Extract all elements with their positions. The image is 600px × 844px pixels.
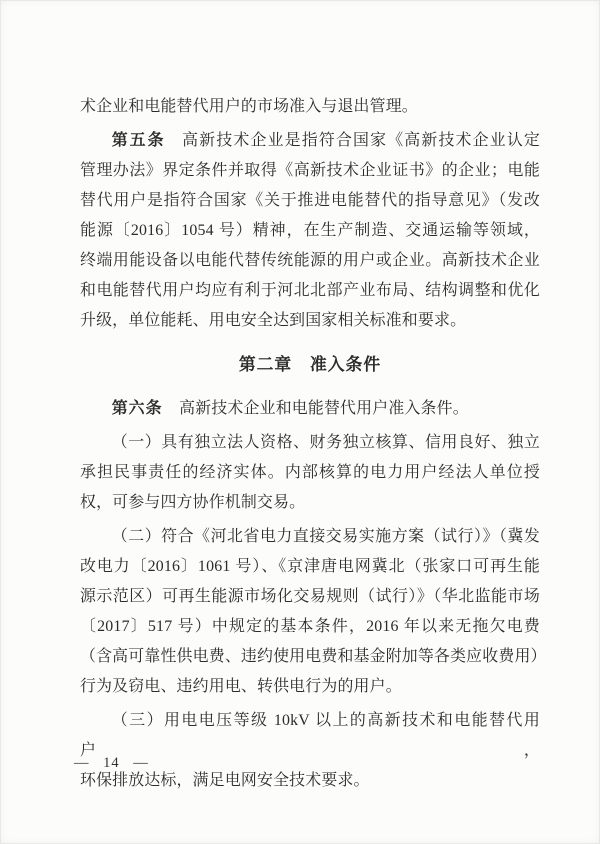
- paragraph: [80, 92, 540, 122]
- text-line: 第五条 高新技术企业是指符合国家《高新技术企业认定: [111, 132, 541, 149]
- text-line: 替代用户是指符合国家《关于推进电能替代的指导意见》（发改: [80, 192, 540, 209]
- text-line: 终端用能设备以电能代替传统能源的用户或企业。高新技术企业: [80, 252, 540, 269]
- page-footer: [74, 752, 149, 774]
- text-line: 环保排放达标，满足电网安全技术要求。: [80, 772, 370, 789]
- text-line: （三）用电电压等级 10kV 以上的高新技术和电能替代用户，: [80, 712, 540, 759]
- text-line: 权，可参与四方协作机制交易。: [80, 494, 306, 511]
- paragraph: [80, 394, 540, 424]
- text-line: 源示范区）可再生能源市场化交易规则（试行）》（华北监能市场: [80, 588, 540, 605]
- text-line: 能源〔2016〕1054 号）精神，在生产制造、交通运输等领域，: [80, 222, 540, 239]
- article-number: 第五条: [111, 132, 166, 149]
- text-line: （二）符合《河北省电力直接交易实施方案（试行）》（冀发: [111, 528, 540, 545]
- text-line: 第六条 高新技术企业和电能替代用户准入条件。: [111, 400, 469, 417]
- article-number: 第六条: [111, 400, 163, 417]
- paragraph: [80, 706, 540, 796]
- text-line: 行为及窃电、违约用电、转供电行为的用户。: [80, 678, 402, 695]
- paragraph: [80, 522, 547, 702]
- text-line: 术企业和电能替代用户的市场准入与退出管理。: [80, 98, 418, 115]
- page-number: — 14 —: [74, 755, 149, 771]
- text-line: 升级，单位能耗、用电安全达到国家相关标准和要求。: [80, 312, 467, 329]
- text-line: 和电能替代用户均应有利于河北北部产业布局、结构调整和优化: [80, 282, 540, 299]
- text-line: 改电力〔2016〕1061 号）、《京津唐电网冀北（张家口可再生能: [80, 558, 540, 575]
- text-line: （一）具有独立法人资格、财务独立核算、信用良好、独立: [111, 434, 540, 451]
- text-line: 管理办法》界定条件并取得《高新技术企业证书》的企业；电能: [80, 162, 540, 179]
- text-line: 承担民事责任的经济实体。内部核算的电力用户经法人单位授: [80, 464, 540, 481]
- paragraph: [80, 428, 540, 518]
- text-line: 〔2017〕517 号）中规定的基本条件，2016 年以来无拖欠电费: [80, 618, 540, 635]
- chapter-heading: 第二章 准入条件: [238, 355, 382, 374]
- text-line: （含高可靠性供电费、违约使用电费和基金附加等各类应收费用）: [80, 648, 547, 665]
- paragraph: [80, 126, 540, 336]
